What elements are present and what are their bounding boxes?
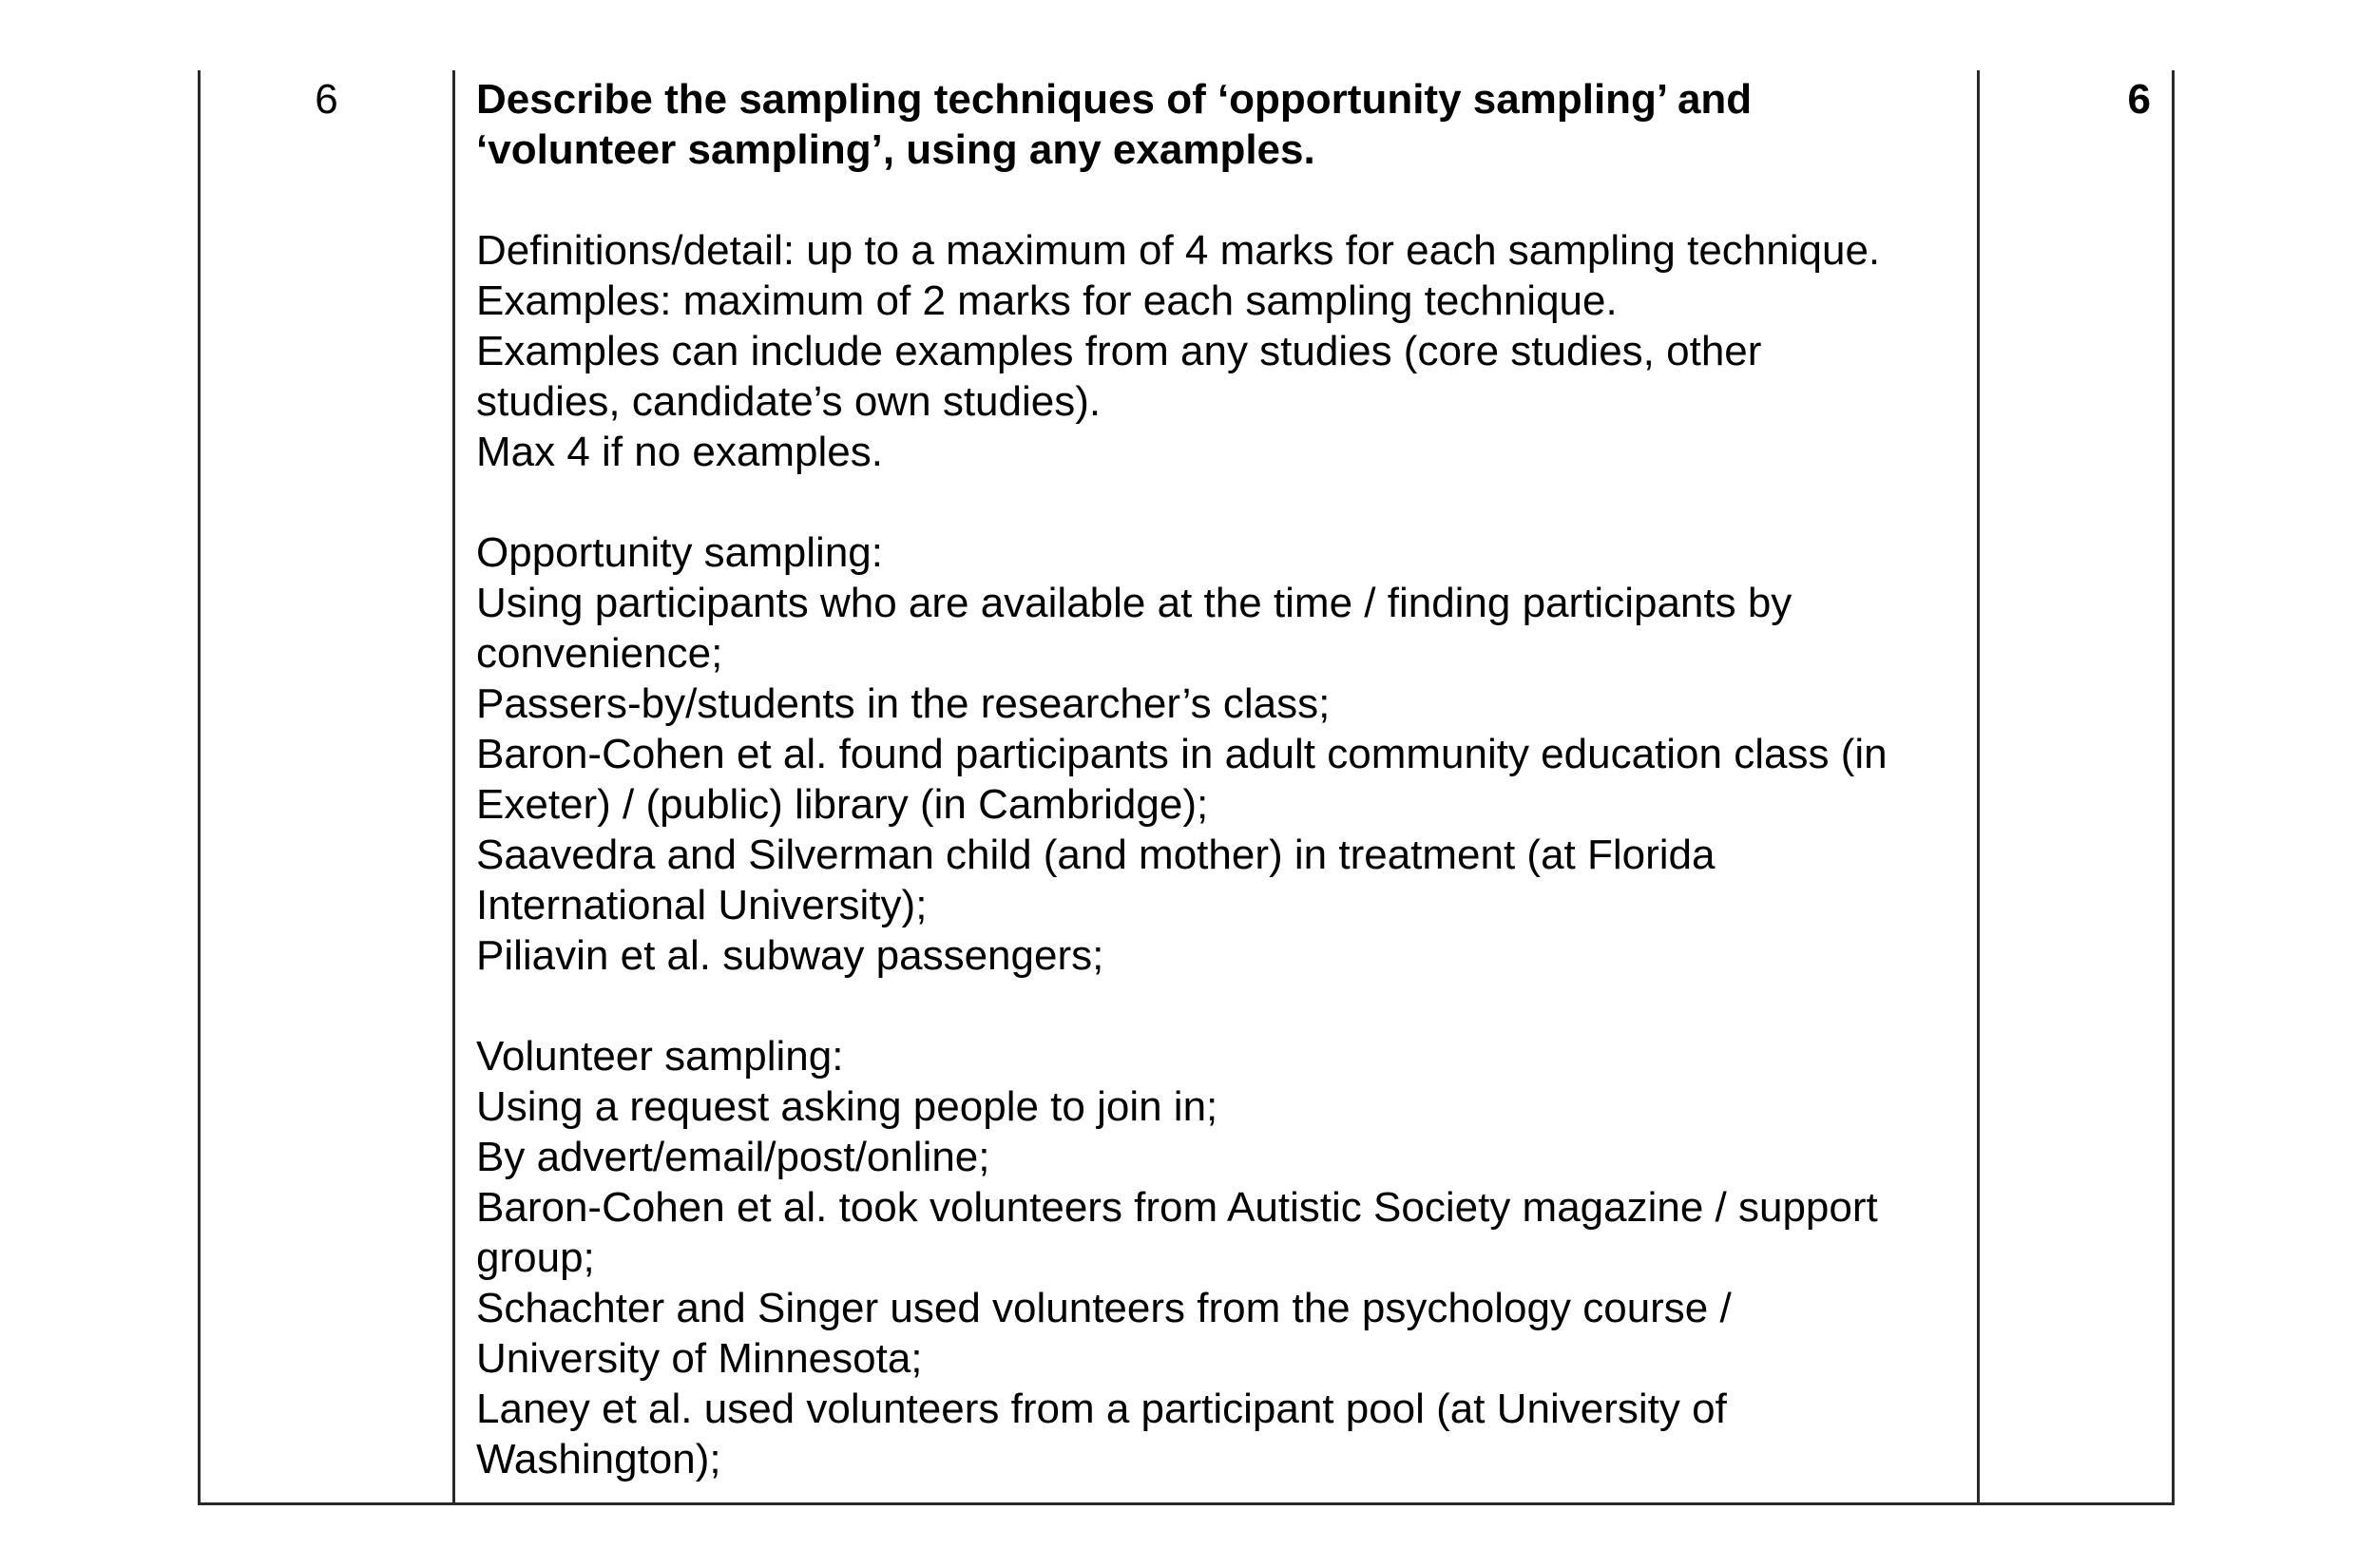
answer-line: Passers-by/students in the researcher’s class; bbox=[476, 680, 1331, 727]
question-text bbox=[476, 74, 1978, 175]
column-divider-left bbox=[452, 70, 455, 1502]
mark-scheme-table bbox=[198, 70, 2175, 1505]
question-line: ‘volunteer sampling’, using any examples. bbox=[476, 126, 1315, 173]
section-heading: Opportunity sampling: bbox=[476, 529, 883, 576]
answer-line: University of Minnesota; bbox=[476, 1335, 923, 1382]
guidance-line: Definitions/detail: up to a maximum of 4 marks for each sampling technique. bbox=[476, 227, 1881, 274]
guidance-line: Examples can include examples from any studies (core studies, other bbox=[476, 328, 1762, 374]
question-number: 6 bbox=[315, 76, 338, 123]
answer-cell bbox=[476, 74, 1978, 1484]
answer-line: Laney et al. used volunteers from a participant pool (at University of bbox=[476, 1386, 1727, 1432]
answer-line: Baron-Cohen et al. took volunteers from Autistic Society magazine / support bbox=[476, 1184, 1878, 1231]
volunteer-sampling-section bbox=[476, 1031, 1978, 1484]
answer-line: Piliavin et al. subway passengers; bbox=[476, 932, 1104, 979]
guidance-line: Examples: maximum of 2 marks for each sampling technique. bbox=[476, 277, 1618, 324]
section-heading: Volunteer sampling: bbox=[476, 1033, 844, 1080]
answer-line: Exeter) / (public) library (in Cambridge); bbox=[476, 781, 1209, 828]
answer-line: Saavedra and Silverman child (and mother) in treatment (at Florida bbox=[476, 832, 1716, 878]
marks-value: 6 bbox=[2127, 76, 2151, 123]
answer-line: Washington); bbox=[476, 1436, 721, 1482]
answer-line: International University); bbox=[476, 882, 928, 928]
question-line: Describe the sampling techniques of ‘opportunity sampling’ and bbox=[476, 76, 1753, 123]
guidance-line: Max 4 if no examples. bbox=[476, 429, 883, 475]
answer-line: Using a request asking people to join in; bbox=[476, 1083, 1218, 1130]
answer-line: By advert/email/post/online; bbox=[476, 1134, 990, 1180]
answer-line: group; bbox=[476, 1234, 595, 1281]
opportunity-sampling-section bbox=[476, 527, 1978, 981]
answer-line: convenience; bbox=[476, 630, 723, 677]
answer-line: Baron-Cohen et al. found participants in adult community education class (in bbox=[476, 731, 1888, 777]
answer-line: Using participants who are available at the time / finding participants by bbox=[476, 580, 1792, 626]
guidance-line: studies, candidate’s own studies). bbox=[476, 378, 1102, 425]
answer-line: Schachter and Singer used volunteers from the psychology course / bbox=[476, 1285, 1732, 1331]
marking-guidance bbox=[476, 225, 1978, 477]
